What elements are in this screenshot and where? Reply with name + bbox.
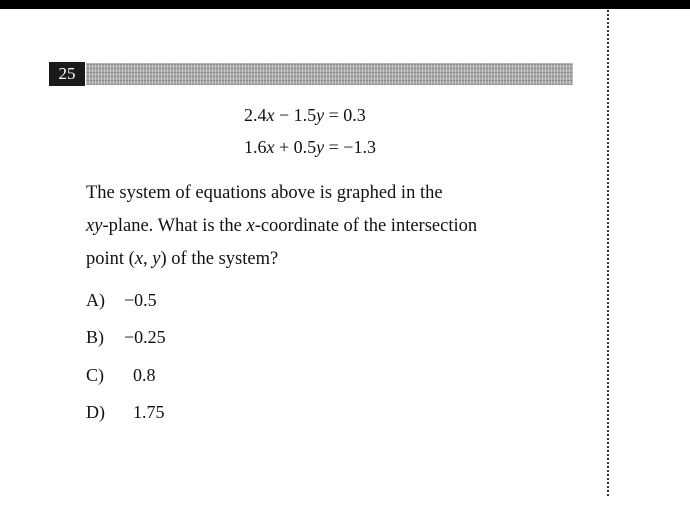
- stem-line-2: xy-plane. What is the x-coordinate of the intersection: [86, 216, 478, 236]
- choice-c[interactable]: [86, 364, 156, 386]
- question-header-band: [86, 63, 573, 85]
- choice-letter: D): [86, 402, 105, 422]
- stem-line-3: point (x, y) of the system?: [86, 249, 279, 269]
- column-divider: [607, 10, 609, 496]
- choice-a[interactable]: [86, 289, 157, 311]
- choice-d[interactable]: [86, 401, 165, 423]
- question-number: 25: [49, 62, 85, 86]
- equation-1: 2.4x − 1.5y = 0.3: [244, 105, 366, 125]
- choice-value: −0.5: [124, 290, 157, 310]
- choice-b[interactable]: [86, 326, 166, 348]
- equation-2: 1.6x + 0.5y = −1.3: [244, 137, 376, 157]
- choice-value: 0.8: [133, 365, 156, 385]
- choice-value: −0.25: [124, 327, 166, 347]
- choice-letter: C): [86, 365, 104, 385]
- stem-line-1: The system of equations above is graphed in the: [86, 183, 443, 203]
- choice-letter: B): [86, 327, 104, 347]
- choice-value: 1.75: [133, 402, 165, 422]
- top-black-bar: [0, 0, 690, 9]
- choice-letter: A): [86, 290, 105, 310]
- question-stem: [86, 177, 586, 276]
